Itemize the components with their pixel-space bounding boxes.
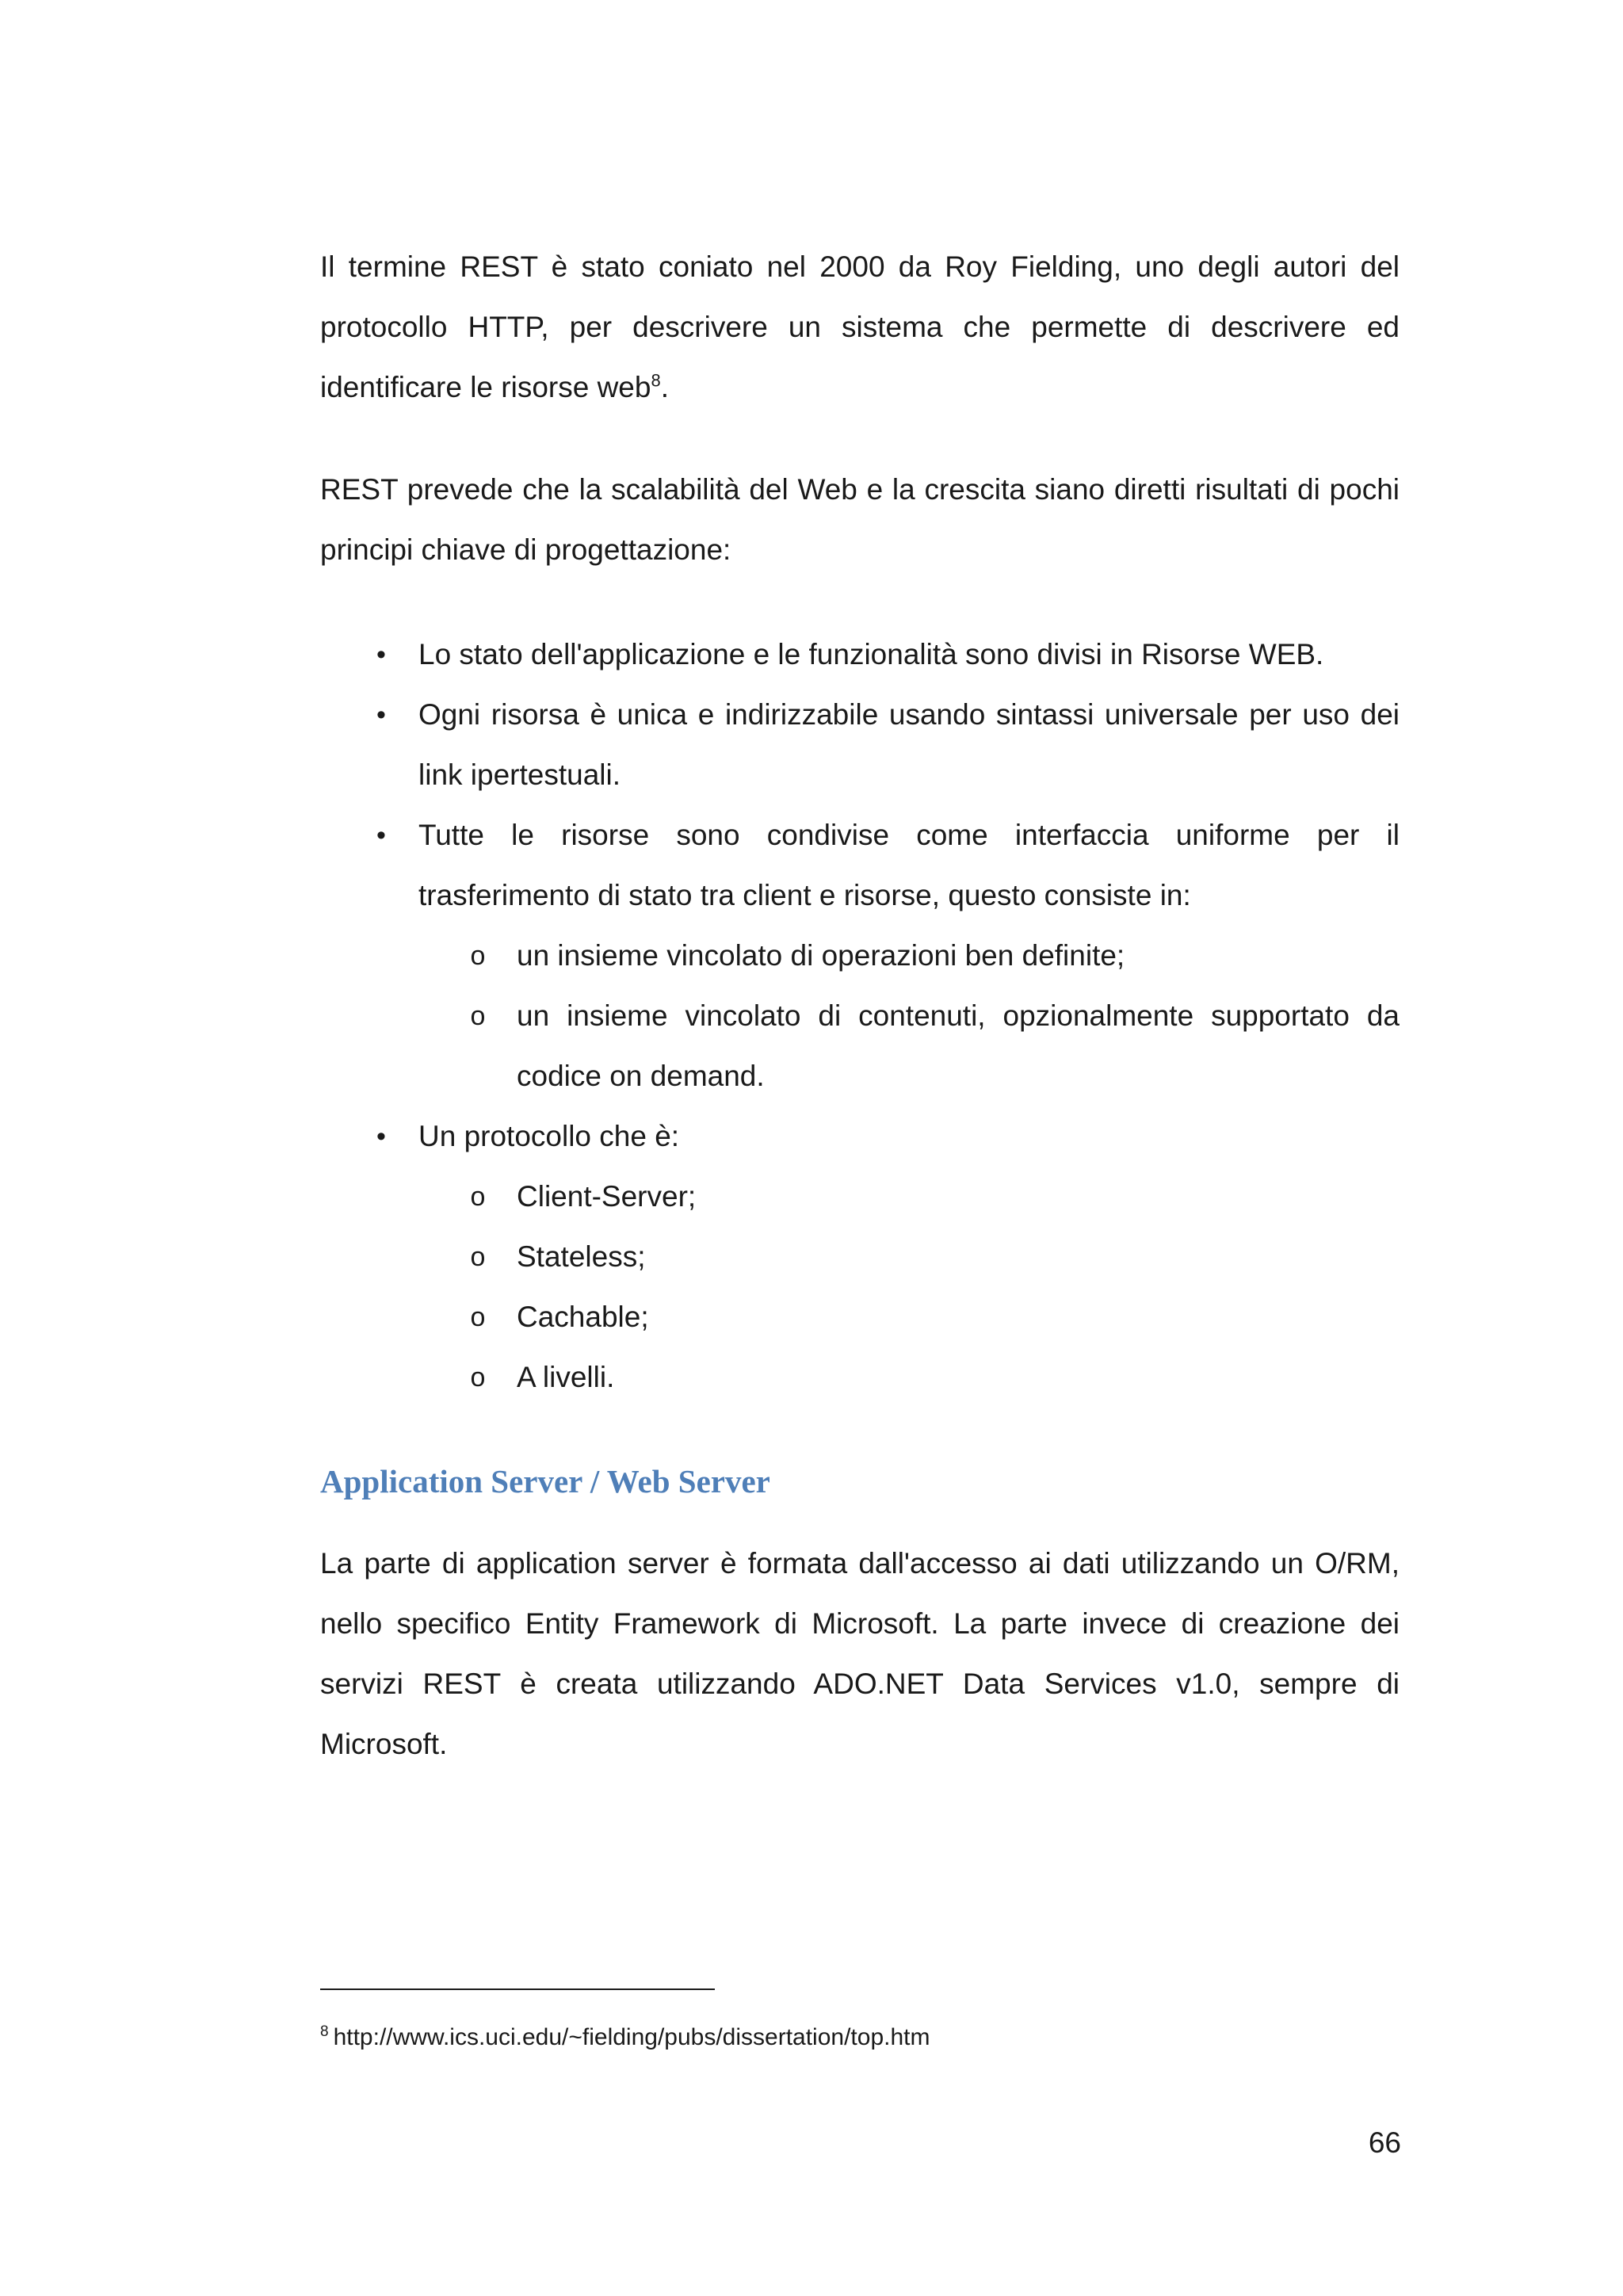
paragraph-rest-origin-text: Il termine REST è stato coniato nel 2000 da Roy Fielding, uno degli autori del protocollo HTTP, per descrivere un sistema che permette di descrivere ed identificare le risorse web xyxy=(320,250,1400,403)
paragraph-rest-origin xyxy=(320,237,1400,418)
sub-list-item xyxy=(470,986,1400,1106)
principles-list xyxy=(0,625,1623,1408)
circle-bullet-icon: o xyxy=(470,1182,486,1212)
sub-list-item-text: A livelli. xyxy=(517,1361,615,1393)
sub-list-item xyxy=(470,1287,1400,1347)
sub-list-item-text: Client-Server; xyxy=(517,1180,697,1213)
sub-list-item-text: un insieme vincolato di contenuti, opzionalmente supportato da codice on demand. xyxy=(517,999,1400,1092)
circle-bullet-icon: o xyxy=(470,1001,486,1031)
sub-list-item-text: Cachable; xyxy=(517,1301,649,1333)
footnote-reference[interactable]: 8 xyxy=(651,370,661,391)
list-item xyxy=(376,685,1400,805)
sub-list-item xyxy=(470,926,1400,986)
list-item-text: Un protocollo che è: xyxy=(418,1120,680,1152)
sub-list-item xyxy=(470,1227,1400,1287)
circle-bullet-icon: o xyxy=(470,1242,486,1272)
paragraph-application-server: La parte di application server è formata dall'accesso ai dati utilizzando un O/RM, nello specifico Entity Framework di Microsoft. La parte invece di creazione dei servizi REST è creata utilizzando ADO.NET Data Services v1.0, sempre di Microsoft. xyxy=(320,1547,1400,1760)
list-item xyxy=(376,625,1400,685)
footnote-number: 8 xyxy=(320,2023,329,2040)
section-heading: Application Server / Web Server xyxy=(320,1463,770,1499)
circle-bullet-icon: o xyxy=(470,941,486,971)
list-item xyxy=(376,1106,1400,1167)
sub-list-item xyxy=(470,1167,1400,1227)
bullet-icon: • xyxy=(376,640,386,670)
bullet-icon: • xyxy=(376,700,386,730)
circle-bullet-icon: o xyxy=(470,1302,486,1332)
bullet-icon: • xyxy=(376,820,386,850)
sub-list-item-text: Stateless; xyxy=(517,1240,646,1273)
bullet-icon: • xyxy=(376,1121,386,1152)
footnote xyxy=(320,2020,930,2055)
footnote-divider xyxy=(320,1988,715,1990)
sub-list-item-text: un insieme vincolato di operazioni ben definite; xyxy=(517,939,1125,972)
list-item-text: Tutte le risorse sono condivise come interfaccia uniforme per il trasferimento di stato tra client e risorse, questo consiste in: xyxy=(418,819,1400,911)
list-item-text: Lo stato dell'applicazione e le funzionalità sono divisi in Risorse WEB. xyxy=(418,638,1324,670)
page-number: 66 xyxy=(1368,2126,1401,2159)
circle-bullet-icon: o xyxy=(470,1362,486,1392)
footnote-link[interactable]: http://www.ics.uci.edu/~fielding/pubs/dissertation/top.htm xyxy=(333,2024,930,2050)
list-item xyxy=(376,805,1400,926)
paragraph-rest-principles: REST prevede che la scalabilità del Web e la crescita siano diretti risultati di pochi principi chiave di progettazione: xyxy=(320,473,1400,566)
paragraph-rest-origin-end: . xyxy=(660,371,669,403)
list-item-text: Ogni risorsa è unica e indirizzabile usando sintassi universale per uso dei link ipertestuali. xyxy=(418,698,1400,791)
sub-list-item xyxy=(470,1347,1400,1408)
